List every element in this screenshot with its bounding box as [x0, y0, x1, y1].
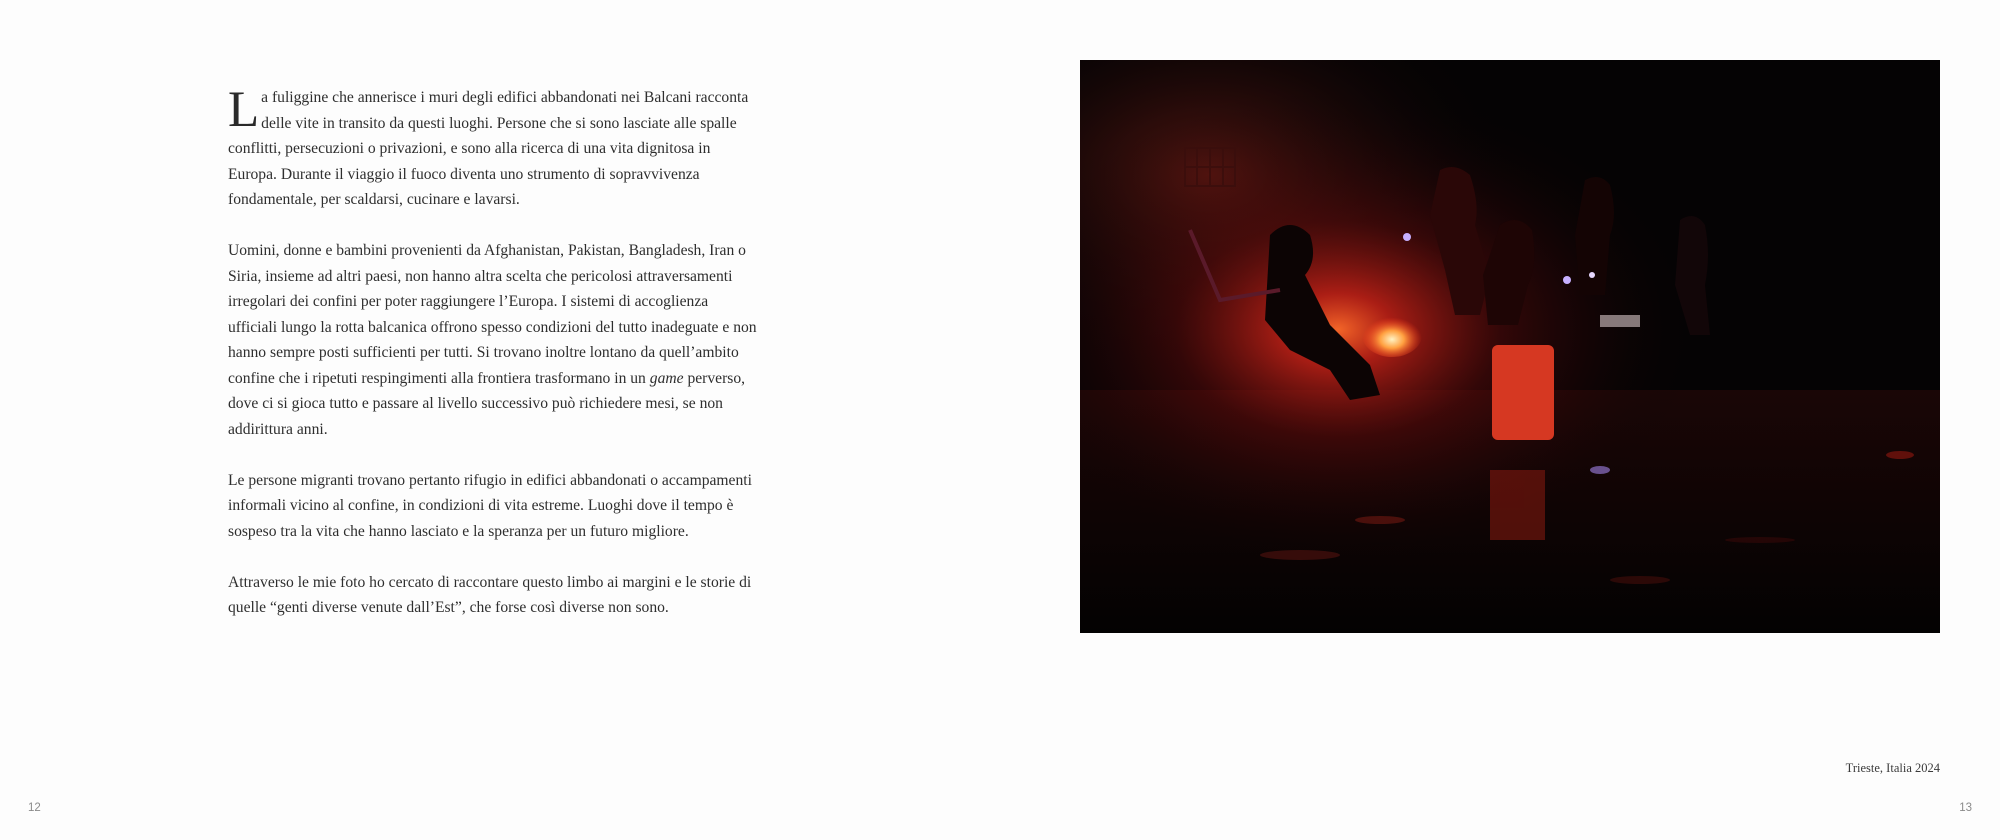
paragraph-2 [228, 238, 758, 442]
page-number-right: 13 [1959, 802, 1972, 814]
photo-illustration [1080, 60, 1940, 633]
paragraph-1-text: a fuliggine che annerisce i muri degli edifici abbandonati nei Balcani racconta delle vite in transito da questi luoghi. Persone che si sono lasciate alle spalle conflitti, persecuzioni o privazioni, e sono alla ricerca di una vita dignitosa in Europa. Durante il viaggio il fuoco diventa uno strumento di sopravvivenza fondamentale, per scaldarsi, cucinare e lavarsi. [228, 89, 749, 208]
paragraph-2-italic: game [649, 369, 684, 387]
paragraph-2-text-b: perverso, dove ci si gioca tutto e passare al livello successivo può richiedere mesi, se non addirittura anni. [228, 369, 746, 438]
paragraph-1 [228, 82, 758, 213]
paragraph-2-text-a: Uomini, donne e bambini provenienti da Afghanistan, Pakistan, Bangladesh, Iran o Siria, insieme ad altri paesi, non hanno altra scelta che pericolosi attraversamenti irregolari dei confini per poter raggiungere l’Europa. I sistemi di accoglienza ufficiali lungo la rotta balcanica offrono spesso condizioni del tutto inadeguate e non hanno sempre posti sufficienti per tutti. Si trovano inoltre lontano da quell’ambito confine che i ripetuti respingimenti alla frontiera trasformano in un [228, 242, 757, 387]
photo-caption: Trieste, Italia 2024 [1845, 761, 1940, 775]
paragraph-3: Le persone migranti trovano pertanto rifugio in edifici abbandonati o accampamenti informali vicino al confine, in condizioni di vita estreme. Luoghi dove il tempo è sospeso tra la vita che hanno lasciato e la speranza per un futuro migliore. [228, 471, 752, 540]
drop-cap: L [228, 82, 260, 138]
body-text [228, 82, 758, 646]
right-page [1000, 0, 2000, 840]
photograph [1080, 60, 1940, 633]
page-number-left: 12 [28, 802, 41, 814]
paragraph-4: Attraverso le mie foto ho cercato di raccontare questo limbo ai margini e le storie di quelle “genti diverse venute dall’Est”, che forse così diverse non sono. [228, 573, 752, 616]
